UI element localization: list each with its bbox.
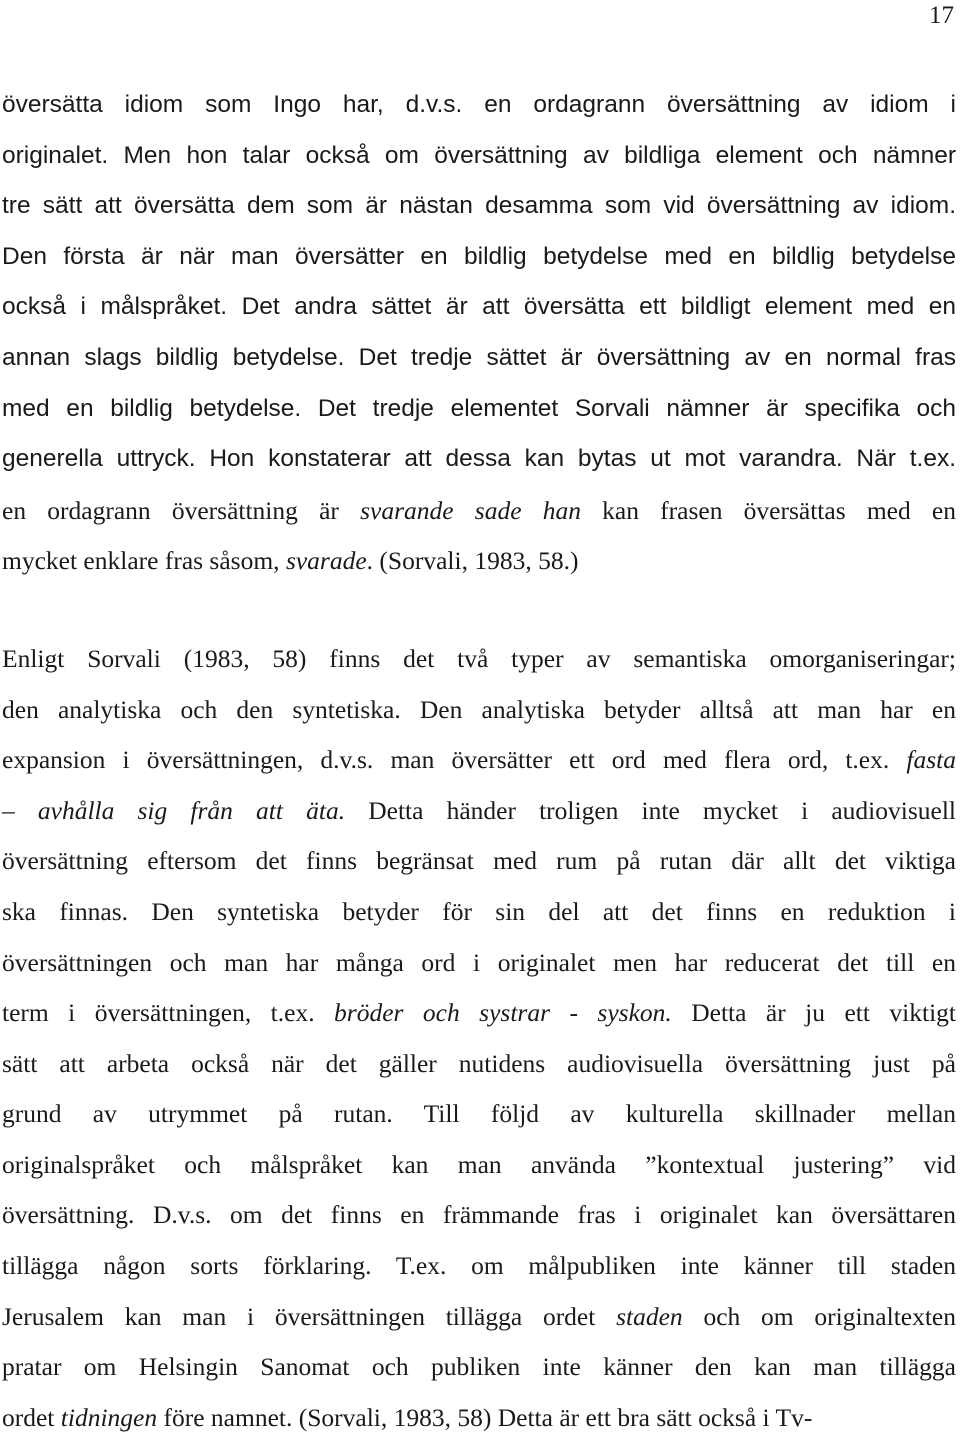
body-text: originalet. Men hon talar också om översättning av bildliga element och nämner — [2, 141, 956, 169]
body-text: Detta är ju ett viktigt — [671, 998, 956, 1028]
body-text: Detta händer troligen inte mycket i audiovisuell — [345, 795, 956, 825]
text-line — [2, 897, 956, 948]
line-content — [2, 796, 956, 826]
paragraph — [2, 91, 956, 597]
text-line — [2, 644, 956, 695]
italic-text: svarade — [285, 546, 367, 576]
italic-text: – avhålla sig från att äta. — [2, 795, 346, 825]
line-content — [2, 445, 956, 473]
text-line — [2, 91, 956, 142]
body-text: Jerusalem kan man i översättningen tillägga ordet — [2, 1301, 617, 1331]
body-text: översätta idiom som Ingo har, d.v.s. en ordagrann översättning av idiom i — [2, 91, 956, 118]
text-line — [2, 1251, 956, 1302]
text-line — [2, 496, 956, 547]
text-line — [2, 142, 956, 193]
text-line — [2, 1099, 956, 1150]
body-text: term i översättningen, t.ex. — [2, 998, 335, 1028]
body-text: före namnet. (Sorvali, 1983, 58) Detta är ett bra sätt också i Tv- — [157, 1402, 813, 1432]
line-content — [2, 695, 956, 725]
italic-text: tidningen — [60, 1402, 158, 1432]
body-text: originalspråket och målspråket kan man använda ”kontextual justering” vid — [2, 1149, 956, 1179]
body-text: expansion i översättningen, d.v.s. man översätter ett ord med flera ord, t.ex. — [2, 745, 907, 775]
paragraph-gap — [2, 597, 956, 644]
text-line — [2, 796, 956, 847]
line-content — [2, 546, 578, 576]
line-content — [2, 91, 956, 119]
line-content — [2, 1200, 956, 1230]
line-content — [2, 1352, 956, 1382]
line-content — [2, 998, 956, 1028]
line-content — [2, 1099, 956, 1129]
page-number: 17 — [929, 2, 954, 29]
paragraph — [2, 644, 956, 1454]
text-line — [2, 243, 956, 294]
text-line — [2, 1302, 956, 1353]
line-content — [2, 344, 956, 372]
body-text: generella uttryck. Hon konstaterar att dessa kan bytas ut mot varandra. När t.ex. — [2, 445, 956, 473]
italic-text: svarande sade han — [360, 495, 581, 525]
body-text: . (Sorvali, 1983, 58.) — [366, 546, 579, 576]
line-content — [2, 496, 956, 526]
italic-text: staden — [616, 1301, 683, 1331]
text-line — [2, 344, 956, 395]
body-text: den analytiska och den syntetiska. Den analytiska betyder alltså att man har en — [2, 694, 956, 724]
line-content — [2, 395, 956, 423]
line-content — [2, 897, 956, 927]
line-content — [2, 644, 956, 674]
line-content — [2, 192, 956, 220]
body-text: mycket enklare fras såsom, — [2, 546, 286, 576]
body-text: och om originaltexten — [682, 1301, 956, 1331]
text-line — [2, 745, 956, 796]
text-line — [2, 192, 956, 243]
text-line — [2, 395, 956, 446]
line-content — [2, 846, 956, 876]
text-line — [2, 445, 956, 496]
line-content — [2, 293, 956, 321]
body-text: med en bildlig betydelse. Det tredje elementet Sorvali nämner är specifika och — [2, 394, 956, 422]
body-text: pratar om Helsingin Sanomat och publiken inte känner den kan man tillägga — [2, 1352, 956, 1382]
body-text: en ordagrann översättning är — [2, 495, 361, 525]
body-text: grund av utrymmet på rutan. Till följd av kulturella skillnader mellan — [2, 1099, 956, 1129]
italic-text: bröder och systrar - syskon. — [334, 998, 672, 1028]
line-content — [2, 1150, 956, 1180]
text-line — [2, 948, 956, 999]
text-line — [2, 293, 956, 344]
text-line — [2, 1150, 956, 1201]
line-content — [2, 1049, 956, 1079]
line-content — [2, 1251, 956, 1281]
line-content — [2, 243, 956, 271]
body-text: tre sätt att översätta dem som är nästan desamma som vid översättning av idiom. — [2, 192, 956, 220]
body-text: Den första är när man översätter en bildlig betydelse med en bildlig betydelse — [2, 242, 956, 270]
body-text: sätt att arbeta också när det gäller nutidens audiovisuella översättning just på — [2, 1048, 956, 1078]
body-text: ordet — [2, 1402, 61, 1432]
text-line — [2, 1403, 956, 1454]
line-content — [2, 745, 956, 775]
text-line — [2, 695, 956, 746]
line-content — [2, 948, 956, 978]
line-content — [2, 1403, 812, 1433]
body-text: översättningen och man har många ord i originalet men har reducerat det till en — [2, 947, 956, 977]
body-text: Enligt Sorvali (1983, 58) finns det två typer av semantiska omorganiseringar; — [2, 643, 956, 673]
body-text: översättning eftersom det finns begränsat med rum på rutan där allt det viktiga — [2, 846, 956, 876]
body-text: ska finnas. Den syntetiska betyder för sin del att det finns en reduktion i — [2, 896, 956, 926]
body-text: översättning. D.v.s. om det finns en främmande fras i originalet kan översättaren — [2, 1200, 956, 1230]
line-content — [2, 142, 956, 170]
text-line — [2, 1049, 956, 1100]
page-body — [2, 91, 956, 1453]
text-line — [2, 1352, 956, 1403]
text-line — [2, 846, 956, 897]
line-content — [2, 1302, 956, 1332]
body-text: kan frasen översättas med en — [580, 495, 956, 525]
body-text: annan slags bildlig betydelse. Det tredje sättet är översättning av en normal fras — [2, 343, 956, 371]
body-text: tillägga någon sorts förklaring. T.ex. om målpubliken inte känner till staden — [2, 1251, 956, 1281]
italic-text: fasta — [906, 745, 956, 775]
body-text: också i målspråket. Det andra sättet är att översätta ett bildligt element med en — [2, 293, 956, 321]
text-line — [2, 1200, 956, 1251]
text-line — [2, 546, 956, 597]
text-line — [2, 998, 956, 1049]
